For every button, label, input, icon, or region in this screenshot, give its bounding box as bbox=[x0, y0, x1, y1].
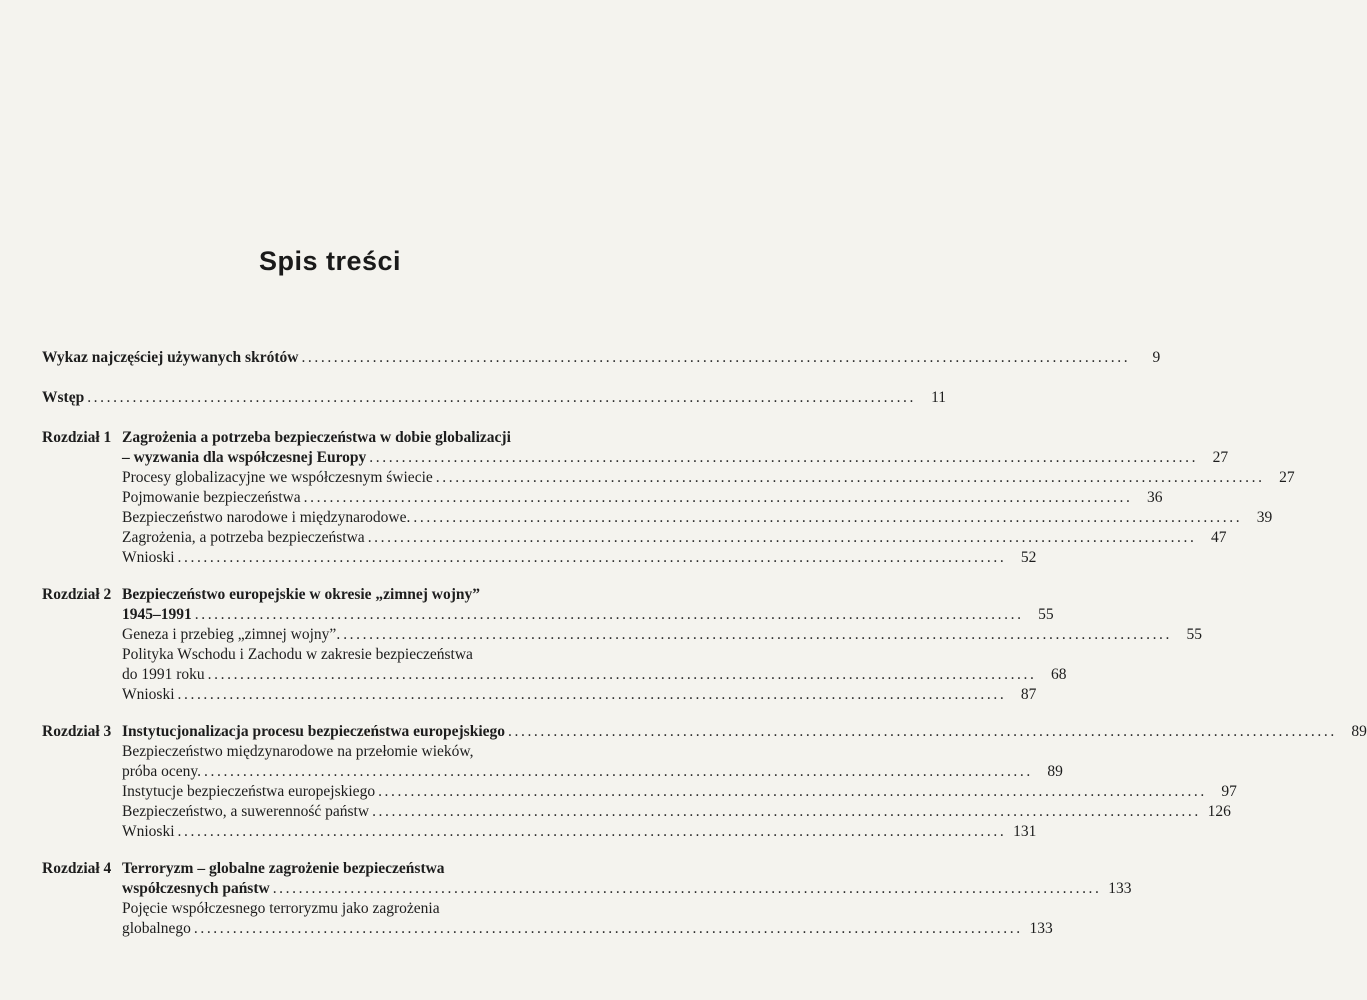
toc-page-number: 131 bbox=[1013, 823, 1037, 840]
dot-leader: ................................................................................................................................ bbox=[367, 529, 1197, 546]
toc-subentry: Bezpieczeństwo, a suwerenność państw ................................................................................................................................ 126 bbox=[122, 803, 1231, 820]
dot-leader: ................................................................................................................................ bbox=[177, 686, 1007, 703]
toc-page-number: 9 bbox=[1152, 349, 1161, 366]
toc-subentry-line-2: próba oceny. ................................................................................................................................ 89 bbox=[122, 763, 1063, 780]
dot-leader: ................................................................................................................................ bbox=[508, 723, 1337, 740]
chapter-2-title-line-2: 1945–1991 ................................................................................................................................ 55 bbox=[122, 606, 1054, 623]
toc-subentry: Pojmowanie bezpieczeństwa ................................................................................................................................ 36 bbox=[122, 489, 1163, 506]
toc-subentry: Wnioski ................................................................................................................................ 131 bbox=[122, 823, 1037, 840]
dot-leader: ................................................................................................................................ bbox=[177, 823, 1007, 840]
chapter-1-title-line-1: Rozdział 1 Zagrożenia a potrzeba bezpieczeństwa w dobie globalizacji bbox=[42, 429, 511, 446]
toc-page-number: 39 bbox=[1256, 509, 1273, 526]
toc-subentry: Instytucje bezpieczeństwa europejskiego ................................................................................................................................ 97 bbox=[122, 783, 1237, 800]
toc-page-number: 55 bbox=[1038, 606, 1054, 623]
chapter-label: Rozdział 3 bbox=[42, 723, 112, 740]
dot-leader: ................................................................................................................................ bbox=[435, 469, 1265, 486]
toc-subentry: Geneza i przebieg „zimnej wojny”. ................................................................................................................................ 55 bbox=[122, 626, 1203, 643]
toc-entry-text: Wstęp bbox=[42, 389, 85, 406]
toc-page-number: 47 bbox=[1211, 529, 1227, 546]
page-title: Spis treści bbox=[258, 246, 402, 276]
chapter-1-title-line-2: – wyzwania dla współczesnej Europy ................................................................................................................................ 27 bbox=[122, 449, 1229, 466]
toc-subentry: Zagrożenia, a potrzeba bezpieczeństwa ................................................................................................................................ 47 bbox=[122, 529, 1227, 546]
toc-page-number: 68 bbox=[1050, 666, 1067, 683]
dot-leader: ................................................................................................................................ bbox=[378, 783, 1207, 800]
toc-subentry-line-2: globalnego ................................................................................................................................ 133 bbox=[122, 920, 1053, 937]
toc-page-number: 27 bbox=[1212, 449, 1229, 466]
toc-page-number: 27 bbox=[1279, 469, 1295, 486]
dot-leader: ................................................................................................................................ bbox=[207, 666, 1037, 683]
toc-page-number: 36 bbox=[1146, 489, 1163, 506]
dot-leader: ................................................................................................................................ bbox=[369, 449, 1199, 466]
toc-subentry: Wnioski ................................................................................................................................ 87 bbox=[122, 686, 1037, 703]
toc-page-number: 11 bbox=[931, 389, 947, 406]
dot-leader: ................................................................................................................................ bbox=[193, 920, 1023, 937]
toc-page-number: 55 bbox=[1186, 626, 1203, 643]
dot-leader: ................................................................................................................................ bbox=[413, 509, 1243, 526]
toc-subentry: Bezpieczeństwo narodowe i międzynarodowe. ................................................................................................................................ 39 bbox=[122, 509, 1273, 526]
toc-page-number: 133 bbox=[1108, 880, 1132, 897]
toc-page-number: 52 bbox=[1020, 549, 1037, 566]
toc-page-number: 133 bbox=[1029, 920, 1053, 937]
dot-leader: ................................................................................................................................ bbox=[343, 626, 1173, 643]
toc-subentry-line-2: do 1991 roku ................................................................................................................................ 68 bbox=[122, 666, 1067, 683]
dot-leader: ................................................................................................................................ bbox=[372, 803, 1201, 820]
toc-entry-text: Wykaz najczęściej używanych skrótów bbox=[42, 349, 299, 366]
chapter-2-title-line-1: Rozdział 2 Bezpieczeństwo europejskie w okresie „zimnej wojny” bbox=[42, 586, 481, 603]
dot-leader: ................................................................................................................................ bbox=[272, 880, 1102, 897]
toc-entry-abbreviations bbox=[42, 348, 1161, 368]
dot-leader: ................................................................................................................................ bbox=[177, 549, 1007, 566]
toc-page-number: 89 bbox=[1351, 723, 1367, 740]
toc-page-number: 87 bbox=[1020, 686, 1037, 703]
chapter-4-title-line-1: Rozdział 4 Terroryzm – globalne zagrożenie bezpieczeństwa bbox=[42, 860, 445, 877]
toc-subentry: Procesy globalizacyjne we współczesnym świecie ................................................................................................................................ 27 bbox=[122, 469, 1295, 486]
chapter-label: Rozdział 2 bbox=[42, 586, 112, 603]
toc-subentry-line-1: Bezpieczeństwo międzynarodowe na przełomie wieków, bbox=[122, 743, 474, 760]
chapter-label: Rozdział 4 bbox=[42, 860, 112, 877]
toc-page-number: 89 bbox=[1047, 763, 1063, 780]
dot-leader: ................................................................................................................................ bbox=[303, 489, 1133, 506]
dot-leader: ................................................................................................................................ bbox=[194, 606, 1024, 623]
toc-page-number: 97 bbox=[1221, 783, 1237, 800]
toc-page-number: 126 bbox=[1207, 803, 1231, 820]
chapter-4-title-line-2: współczesnych państw ................................................................................................................................ 133 bbox=[122, 880, 1132, 897]
toc-subentry-line-1: Polityka Wschodu i Zachodu w zakresie bezpieczeństwa bbox=[122, 646, 473, 663]
chapter-3-title: Rozdział 3 Instytucjonalizacja procesu bezpieczeństwa europejskiego ................................................................................................................................ 89 bbox=[42, 723, 1367, 740]
toc-subentry: Wnioski ................................................................................................................................ 52 bbox=[122, 549, 1037, 566]
toc-subentry-line-1: Pojęcie współczesnego terroryzmu jako zagrożenia bbox=[122, 900, 440, 917]
toc-entry-introduction bbox=[42, 388, 947, 408]
table-of-contents bbox=[42, 348, 1367, 939]
dot-leader: ................................................................................................................................ bbox=[204, 763, 1033, 780]
dot-leader: ................................................................................................................................ bbox=[87, 389, 917, 406]
dot-leader: ................................................................................................................................ bbox=[301, 349, 1131, 366]
chapter-label: Rozdział 1 bbox=[42, 429, 112, 446]
